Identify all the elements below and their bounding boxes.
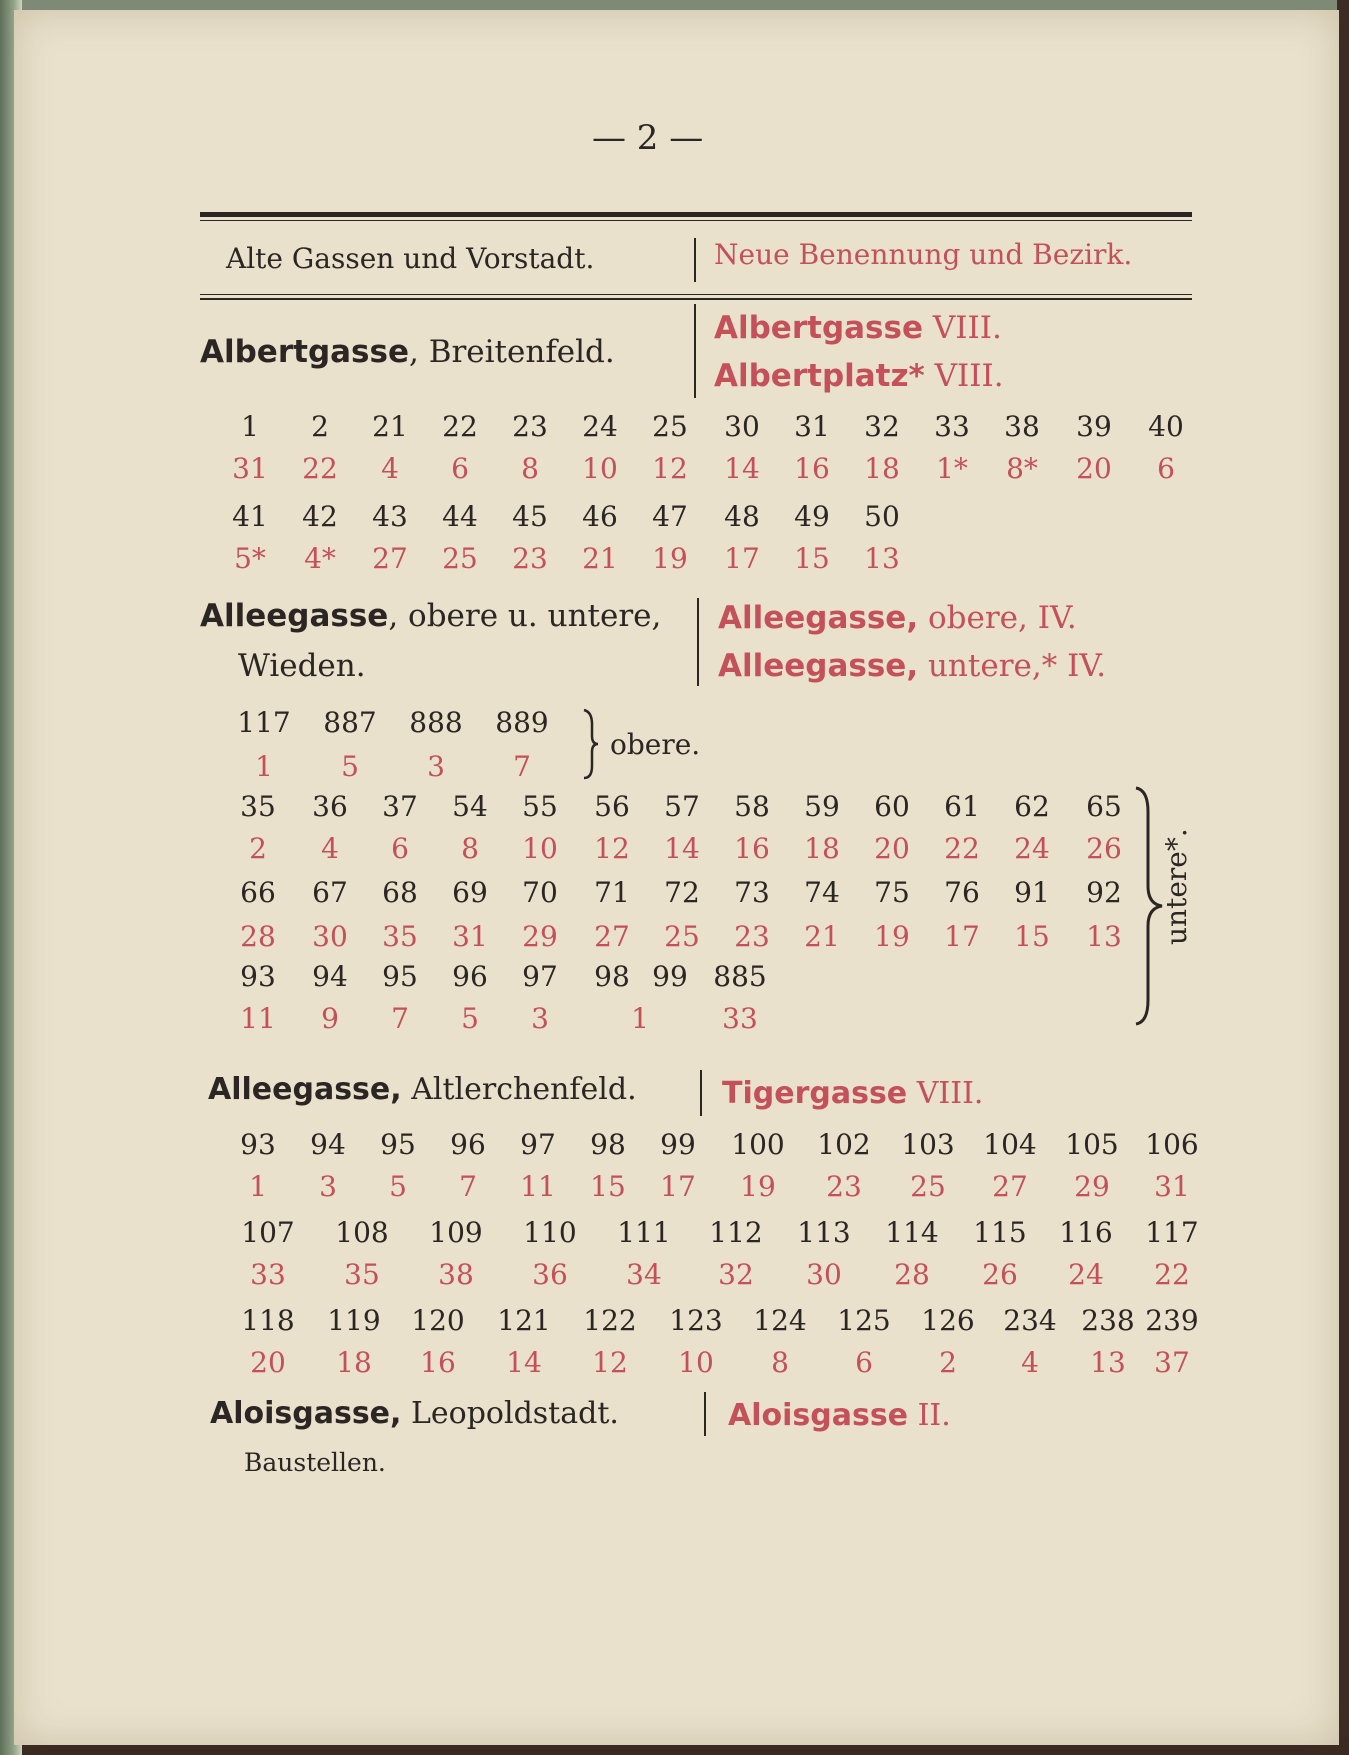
old-house-number: 38 xyxy=(1004,410,1040,443)
old-house-number: 72 xyxy=(664,876,700,909)
old-house-number: 47 xyxy=(652,500,688,533)
old-house-number: 96 xyxy=(450,1128,486,1161)
entry-aloisgasse-new: Aloisgasse II. xyxy=(728,1398,951,1433)
new-house-number: 4 xyxy=(381,452,399,485)
old-house-number: 23 xyxy=(512,410,548,443)
old-house-number: 102 xyxy=(817,1128,871,1161)
old-house-number: 46 xyxy=(582,500,618,533)
old-house-number: 125 xyxy=(837,1304,891,1337)
new-house-number: 23 xyxy=(512,542,548,575)
new-house-number: 20 xyxy=(874,832,910,865)
new-house-number: 24 xyxy=(1068,1258,1104,1291)
entry-alleegasse-altlerchenfeld-old: Alleegasse, Altlerchenfeld. xyxy=(208,1072,637,1107)
old-house-number: 62 xyxy=(1014,790,1050,823)
new-house-number: 5 xyxy=(389,1170,407,1203)
new-house-number: 20 xyxy=(1076,452,1112,485)
new-house-number: 5 xyxy=(341,750,359,783)
new-house-number: 31 xyxy=(452,920,488,953)
new-house-number: 10 xyxy=(582,452,618,485)
old-house-number: 58 xyxy=(734,790,770,823)
old-house-number: 111 xyxy=(617,1216,671,1249)
new-house-number: 19 xyxy=(740,1170,776,1203)
new-house-number: 24 xyxy=(1014,832,1050,865)
new-house-number: 4 xyxy=(321,832,339,865)
new-house-number: 8 xyxy=(461,832,479,865)
entry-alleegasse-wieden-old: Alleegasse, obere u. untere, xyxy=(200,598,662,634)
old-house-number: 25 xyxy=(652,410,688,443)
new-house-number: 22 xyxy=(944,832,980,865)
old-house-number: 37 xyxy=(382,790,418,823)
old-street-name: Albertgasse xyxy=(200,334,409,370)
old-house-number: 117 xyxy=(237,706,291,739)
new-house-number: 3 xyxy=(427,750,445,783)
new-house-number: 1 xyxy=(249,1170,267,1203)
old-house-number: 54 xyxy=(452,790,488,823)
new-house-number: 35 xyxy=(382,920,418,953)
new-house-number: 4* xyxy=(304,542,336,575)
old-house-number: 126 xyxy=(921,1304,975,1337)
old-house-number: 43 xyxy=(372,500,408,533)
old-house-number: 103 xyxy=(901,1128,955,1161)
new-house-number: 10 xyxy=(678,1346,714,1379)
new-house-number: 16 xyxy=(734,832,770,865)
new-house-number: 37 xyxy=(1154,1346,1190,1379)
old-house-number: 2 xyxy=(311,410,329,443)
old-house-number: 234 xyxy=(1003,1304,1057,1337)
entry-alleegasse-wieden-new-2: Alleegasse, untere,* IV. xyxy=(718,648,1107,684)
new-house-number: 25 xyxy=(910,1170,946,1203)
entry-alleegasse-wieden-new-1: Alleegasse, obere, IV. xyxy=(718,600,1077,636)
old-house-number: 116 xyxy=(1059,1216,1113,1249)
old-house-number: 98 xyxy=(594,960,630,993)
new-house-number: 6 xyxy=(391,832,409,865)
entry-divider xyxy=(694,304,696,398)
old-street-suffix: , Breitenfeld. xyxy=(408,334,615,370)
old-house-number: 105 xyxy=(1065,1128,1119,1161)
new-house-number: 7 xyxy=(459,1170,477,1203)
new-house-number: 32 xyxy=(718,1258,754,1291)
entry-albertgasse-new-2: Albertplatz* VIII. xyxy=(714,358,1004,394)
new-house-number: 20 xyxy=(250,1346,286,1379)
new-house-number: 34 xyxy=(626,1258,662,1291)
old-house-number: 118 xyxy=(241,1304,295,1337)
new-house-number: 30 xyxy=(312,920,348,953)
old-house-number: 117 xyxy=(1145,1216,1199,1249)
new-house-number: 14 xyxy=(506,1346,542,1379)
new-house-number: 2 xyxy=(939,1346,957,1379)
new-house-number: 17 xyxy=(660,1170,696,1203)
old-house-number: 121 xyxy=(497,1304,551,1337)
new-house-number: 1* xyxy=(936,452,968,485)
new-house-number: 18 xyxy=(864,452,900,485)
old-house-number: 96 xyxy=(452,960,488,993)
old-house-number: 99 xyxy=(652,960,688,993)
header-rule-bottom-thin xyxy=(200,294,1192,295)
old-house-number: 39 xyxy=(1076,410,1112,443)
old-house-number: 67 xyxy=(312,876,348,909)
old-house-number: 888 xyxy=(409,706,463,739)
new-house-number: 14 xyxy=(724,452,760,485)
old-house-number: 239 xyxy=(1145,1304,1199,1337)
new-house-number: 9 xyxy=(321,1002,339,1035)
new-house-number: 8* xyxy=(1006,452,1038,485)
old-house-number: 115 xyxy=(973,1216,1027,1249)
new-house-number: 4 xyxy=(1021,1346,1039,1379)
entry-albertgasse-old xyxy=(200,334,615,370)
aloisgasse-note: Baustellen. xyxy=(244,1448,386,1477)
old-house-number: 94 xyxy=(312,960,348,993)
old-house-number: 99 xyxy=(660,1128,696,1161)
old-house-number: 91 xyxy=(1014,876,1050,909)
new-house-number: 1 xyxy=(631,1002,649,1035)
old-house-number: 48 xyxy=(724,500,760,533)
entry-divider xyxy=(697,598,699,686)
old-house-number: 21 xyxy=(372,410,408,443)
old-house-number: 95 xyxy=(382,960,418,993)
old-house-number: 44 xyxy=(442,500,478,533)
new-house-number: 27 xyxy=(992,1170,1028,1203)
new-house-number: 21 xyxy=(582,542,618,575)
old-house-number: 93 xyxy=(240,1128,276,1161)
old-house-number: 124 xyxy=(753,1304,807,1337)
old-house-number: 887 xyxy=(323,706,377,739)
new-house-number: 2 xyxy=(249,832,267,865)
new-house-number: 17 xyxy=(944,920,980,953)
old-house-number: 61 xyxy=(944,790,980,823)
old-house-number: 59 xyxy=(804,790,840,823)
obere-label: obere. xyxy=(610,728,701,761)
new-house-number: 18 xyxy=(804,832,840,865)
page-number: — 2 — xyxy=(592,118,704,158)
old-house-number: 109 xyxy=(429,1216,483,1249)
old-house-number: 42 xyxy=(302,500,338,533)
old-house-number: 50 xyxy=(864,500,900,533)
untere-label: untere*. xyxy=(1160,828,1193,945)
old-house-number: 100 xyxy=(731,1128,785,1161)
old-house-number: 112 xyxy=(709,1216,763,1249)
new-house-number: 22 xyxy=(302,452,338,485)
old-house-number: 36 xyxy=(312,790,348,823)
new-house-number: 19 xyxy=(652,542,688,575)
new-house-number: 15 xyxy=(1014,920,1050,953)
old-house-number: 238 xyxy=(1081,1304,1135,1337)
new-house-number: 3 xyxy=(319,1170,337,1203)
old-house-number: 45 xyxy=(512,500,548,533)
old-house-number: 108 xyxy=(335,1216,389,1249)
header-rule-bottom xyxy=(200,298,1192,300)
new-house-number: 13 xyxy=(1086,920,1122,953)
new-house-number: 6 xyxy=(1157,452,1175,485)
new-house-number: 31 xyxy=(1154,1170,1190,1203)
new-house-number: 6 xyxy=(451,452,469,485)
old-house-number: 98 xyxy=(590,1128,626,1161)
old-house-number: 119 xyxy=(327,1304,381,1337)
new-house-number: 5* xyxy=(234,542,266,575)
new-house-number: 13 xyxy=(864,542,900,575)
new-house-number: 33 xyxy=(722,1002,758,1035)
old-house-number: 885 xyxy=(713,960,767,993)
new-house-number: 10 xyxy=(522,832,558,865)
old-house-number: 65 xyxy=(1086,790,1122,823)
old-house-number: 33 xyxy=(934,410,970,443)
old-house-number: 104 xyxy=(983,1128,1037,1161)
old-house-number: 76 xyxy=(944,876,980,909)
new-house-number: 12 xyxy=(594,832,630,865)
new-house-number: 23 xyxy=(734,920,770,953)
old-house-number: 70 xyxy=(522,876,558,909)
header-rule-top xyxy=(200,212,1192,217)
new-house-number: 28 xyxy=(894,1258,930,1291)
old-house-number: 73 xyxy=(734,876,770,909)
old-house-number: 57 xyxy=(664,790,700,823)
book-page xyxy=(14,10,1339,1745)
old-house-number: 107 xyxy=(241,1216,295,1249)
old-house-number: 114 xyxy=(885,1216,939,1249)
new-house-number: 15 xyxy=(794,542,830,575)
header-right: Neue Benennung und Bezirk. xyxy=(714,238,1133,271)
old-house-number: 56 xyxy=(594,790,630,823)
new-house-number: 21 xyxy=(804,920,840,953)
new-house-number: 33 xyxy=(250,1258,286,1291)
new-house-number: 38 xyxy=(438,1258,474,1291)
old-house-number: 123 xyxy=(669,1304,723,1337)
old-house-number: 97 xyxy=(520,1128,556,1161)
new-house-number: 22 xyxy=(1154,1258,1190,1291)
old-house-number: 55 xyxy=(522,790,558,823)
old-house-number: 106 xyxy=(1145,1128,1199,1161)
old-house-number: 32 xyxy=(864,410,900,443)
old-house-number: 69 xyxy=(452,876,488,909)
new-house-number: 26 xyxy=(1086,832,1122,865)
old-house-number: 92 xyxy=(1086,876,1122,909)
new-house-number: 18 xyxy=(336,1346,372,1379)
new-house-number: 27 xyxy=(372,542,408,575)
old-house-number: 66 xyxy=(240,876,276,909)
old-house-number: 75 xyxy=(874,876,910,909)
entry-alleegasse-wieden-old-line2: Wieden. xyxy=(238,648,366,684)
new-house-number: 29 xyxy=(522,920,558,953)
old-house-number: 60 xyxy=(874,790,910,823)
new-house-number: 1 xyxy=(255,750,273,783)
old-house-number: 1 xyxy=(241,410,259,443)
new-house-number: 11 xyxy=(240,1002,276,1035)
new-house-number: 27 xyxy=(594,920,630,953)
new-house-number: 7 xyxy=(391,1002,409,1035)
new-house-number: 13 xyxy=(1090,1346,1126,1379)
new-house-number: 8 xyxy=(771,1346,789,1379)
entry-divider xyxy=(704,1392,706,1436)
new-house-number: 30 xyxy=(806,1258,842,1291)
new-house-number: 15 xyxy=(590,1170,626,1203)
new-house-number: 25 xyxy=(442,542,478,575)
old-house-number: 110 xyxy=(523,1216,577,1249)
new-house-number: 6 xyxy=(855,1346,873,1379)
old-house-number: 113 xyxy=(797,1216,851,1249)
new-house-number: 29 xyxy=(1074,1170,1110,1203)
old-house-number: 95 xyxy=(380,1128,416,1161)
new-house-number: 3 xyxy=(531,1002,549,1035)
new-house-number: 11 xyxy=(520,1170,556,1203)
entry-albertgasse-new-1: Albertgasse VIII. xyxy=(714,310,1002,346)
entry-divider xyxy=(700,1070,702,1116)
old-house-number: 40 xyxy=(1148,410,1184,443)
new-house-number: 16 xyxy=(794,452,830,485)
old-house-number: 74 xyxy=(804,876,840,909)
new-house-number: 36 xyxy=(532,1258,568,1291)
new-house-number: 26 xyxy=(982,1258,1018,1291)
new-house-number: 16 xyxy=(420,1346,456,1379)
new-house-number: 7 xyxy=(513,750,531,783)
old-house-number: 71 xyxy=(594,876,630,909)
header-divider xyxy=(694,238,696,282)
obere-brace xyxy=(580,708,600,780)
new-house-number: 12 xyxy=(652,452,688,485)
old-house-number: 31 xyxy=(794,410,830,443)
new-house-number: 25 xyxy=(664,920,700,953)
new-house-number: 23 xyxy=(826,1170,862,1203)
old-house-number: 889 xyxy=(495,706,549,739)
old-house-number: 24 xyxy=(582,410,618,443)
old-house-number: 97 xyxy=(522,960,558,993)
old-house-number: 122 xyxy=(583,1304,637,1337)
new-house-number: 17 xyxy=(724,542,760,575)
new-house-number: 19 xyxy=(874,920,910,953)
new-house-number: 35 xyxy=(344,1258,380,1291)
header-rule-top-thin xyxy=(200,220,1192,221)
entry-aloisgasse-old: Aloisgasse, Leopoldstadt. xyxy=(210,1396,619,1431)
old-house-number: 30 xyxy=(724,410,760,443)
old-house-number: 22 xyxy=(442,410,478,443)
new-house-number: 31 xyxy=(232,452,268,485)
new-house-number: 12 xyxy=(592,1346,628,1379)
old-house-number: 35 xyxy=(240,790,276,823)
old-house-number: 94 xyxy=(310,1128,346,1161)
old-house-number: 49 xyxy=(794,500,830,533)
old-house-number: 68 xyxy=(382,876,418,909)
entry-alleegasse-altlerchenfeld-new: Tigergasse VIII. xyxy=(722,1076,984,1111)
new-house-number: 28 xyxy=(240,920,276,953)
old-house-number: 93 xyxy=(240,960,276,993)
old-house-number: 120 xyxy=(411,1304,465,1337)
old-house-number: 41 xyxy=(232,500,268,533)
new-house-number: 8 xyxy=(521,452,539,485)
header-left: Alte Gassen und Vorstadt. xyxy=(226,242,595,275)
new-house-number: 5 xyxy=(461,1002,479,1035)
new-house-number: 14 xyxy=(664,832,700,865)
